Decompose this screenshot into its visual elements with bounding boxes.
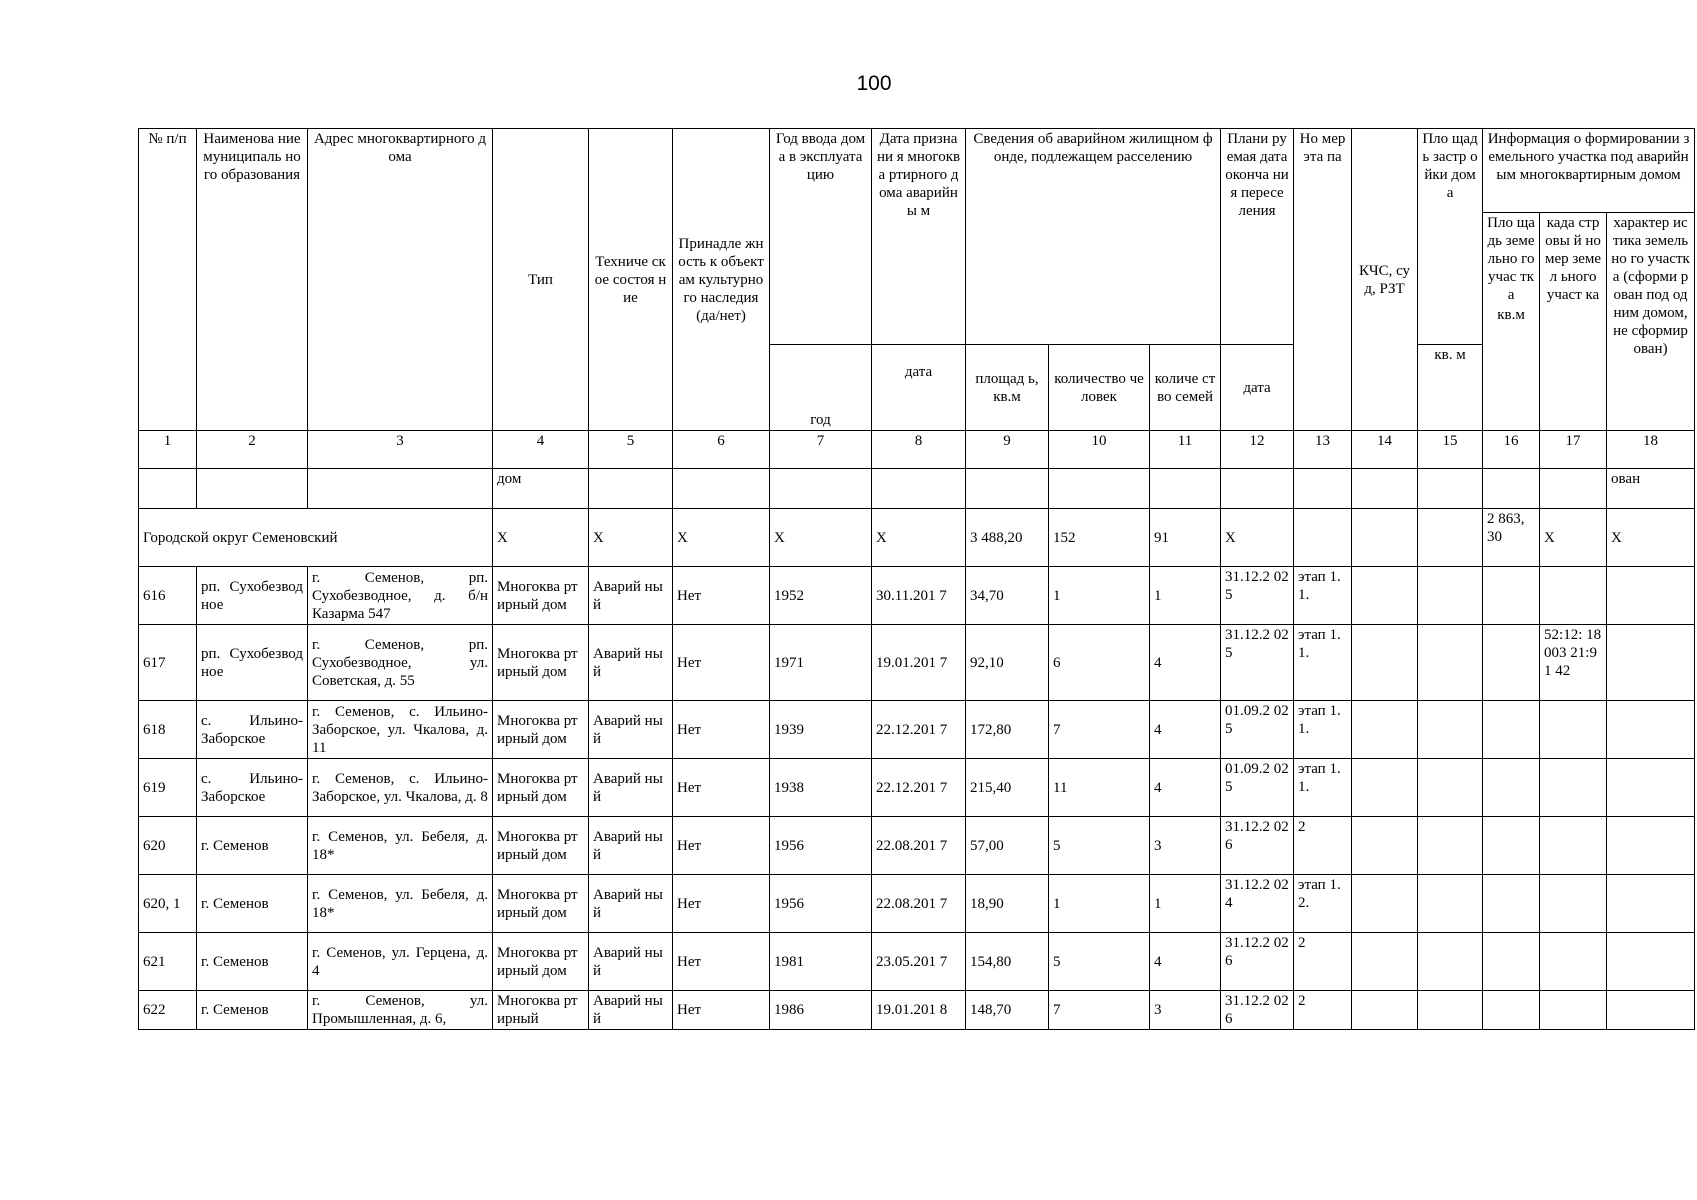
header-land-info: Информация о формировании земельного участка под аварийным многоквартирным домом <box>1483 129 1695 213</box>
spill-type: дом <box>493 469 589 509</box>
summary-character: Х <box>1607 509 1695 567</box>
row-stage: этап 1.1. <box>1294 701 1352 759</box>
row-municipality: г. Семенов <box>197 817 308 875</box>
row-plan-date: 31.12.2 025 <box>1221 567 1294 625</box>
row-area: 154,80 <box>966 933 1049 991</box>
row-character <box>1607 933 1695 991</box>
row-character <box>1607 991 1695 1030</box>
row-area: 215,40 <box>966 759 1049 817</box>
row-heritage: Нет <box>673 817 770 875</box>
header-sub-date: дата <box>872 345 966 431</box>
colnum: 16 <box>1483 431 1540 469</box>
row-built-area <box>1418 817 1483 875</box>
row-date: 23.05.201 7 <box>872 933 966 991</box>
row-cadastral <box>1540 817 1607 875</box>
row-address: г. Семенов, с. Ильино-Заборское, ул. Чкалова, д. 11 <box>308 701 493 759</box>
table-row <box>139 567 1695 625</box>
row-stage: этап 1.1. <box>1294 567 1352 625</box>
row-land-area <box>1483 875 1540 933</box>
row-stage: этап 1.1. <box>1294 759 1352 817</box>
summary-state: Х <box>589 509 673 567</box>
row-land-area <box>1483 567 1540 625</box>
row-families: 1 <box>1150 875 1221 933</box>
header-num: № п/п <box>139 129 197 431</box>
spill-row <box>139 469 1695 509</box>
summary-heritage: Х <box>673 509 770 567</box>
row-num: 622 <box>139 991 197 1030</box>
row-year: 1939 <box>770 701 872 759</box>
row-land-area <box>1483 933 1540 991</box>
row-people: 1 <box>1049 875 1150 933</box>
row-built-area <box>1418 759 1483 817</box>
row-type: Многоква ртирный дом <box>493 759 589 817</box>
row-families: 4 <box>1150 759 1221 817</box>
row-land-area <box>1483 817 1540 875</box>
header-land-area-label: Пло щадь земе льно го учас тка <box>1487 215 1535 303</box>
row-num: 616 <box>139 567 197 625</box>
row-municipality: с. Ильино-Заборское <box>197 701 308 759</box>
row-families: 4 <box>1150 625 1221 701</box>
row-people: 6 <box>1049 625 1150 701</box>
table-row <box>139 625 1695 701</box>
row-municipality: рп. Сухобезвод ное <box>197 567 308 625</box>
table-header <box>139 129 1695 469</box>
summary-cadastral: Х <box>1540 509 1607 567</box>
row-municipality: г. Семенов <box>197 875 308 933</box>
summary-type: Х <box>493 509 589 567</box>
row-kchs <box>1352 991 1418 1030</box>
row-state: Аварий ный <box>589 625 673 701</box>
row-people: 1 <box>1049 567 1150 625</box>
header-land-area <box>1483 213 1540 431</box>
row-num: 617 <box>139 625 197 701</box>
row-year: 1952 <box>770 567 872 625</box>
row-state: Аварий ный <box>589 991 673 1030</box>
row-built-area <box>1418 991 1483 1030</box>
emergency-housing-table <box>138 128 1695 1030</box>
row-kchs <box>1352 875 1418 933</box>
row-year: 1956 <box>770 817 872 875</box>
row-families: 4 <box>1150 701 1221 759</box>
row-num: 619 <box>139 759 197 817</box>
row-built-area <box>1418 933 1483 991</box>
colnum: 8 <box>872 431 966 469</box>
row-people: 5 <box>1049 933 1150 991</box>
table-row <box>139 817 1695 875</box>
header-built-area: Пло щадь застр ойки дома <box>1418 129 1483 345</box>
row-year: 1938 <box>770 759 872 817</box>
row-address: г. Семенов, с. Ильино-Заборское, ул. Чкалова, д. 8 <box>308 759 493 817</box>
data-rows <box>139 567 1695 1030</box>
header-stage-num: Но мер эта па <box>1294 129 1352 431</box>
row-people: 7 <box>1049 701 1150 759</box>
row-num: 620, 1 <box>139 875 197 933</box>
row-built-area <box>1418 567 1483 625</box>
row-stage: этап 1.2. <box>1294 875 1352 933</box>
row-kchs <box>1352 759 1418 817</box>
row-character <box>1607 567 1695 625</box>
header-sub-year: год <box>770 345 872 431</box>
row-address: г. Семенов, ул. Герцена, д. 4 <box>308 933 493 991</box>
summary-label: Городской округ Семеновский <box>139 509 493 567</box>
row-stage: 2 <box>1294 933 1352 991</box>
row-year: 1956 <box>770 875 872 933</box>
row-plan-date: 01.09.2 025 <box>1221 701 1294 759</box>
row-address: г. Семенов, рп. Сухобезводное, ул. Советская, д. 55 <box>308 625 493 701</box>
row-character <box>1607 817 1695 875</box>
row-heritage: Нет <box>673 625 770 701</box>
row-character <box>1607 759 1695 817</box>
row-cadastral <box>1540 759 1607 817</box>
colnum: 12 <box>1221 431 1294 469</box>
row-people: 11 <box>1049 759 1150 817</box>
row-plan-date: 31.12.2 024 <box>1221 875 1294 933</box>
row-kchs <box>1352 817 1418 875</box>
summary-area: 3 488,20 <box>966 509 1049 567</box>
row-character <box>1607 701 1695 759</box>
colnum: 4 <box>493 431 589 469</box>
header-recognition-date: Дата признани я многоква ртирного дома аварийны м <box>872 129 966 345</box>
row-type: Многоква ртирный дом <box>493 701 589 759</box>
summary-land-area: 2 863, 30 <box>1483 509 1540 567</box>
header-housing-info: Сведения об аварийном жилищном фонде, подлежащем расселению <box>966 129 1221 345</box>
colnum: 3 <box>308 431 493 469</box>
row-state: Аварий ный <box>589 817 673 875</box>
row-people: 5 <box>1049 817 1150 875</box>
row-heritage: Нет <box>673 567 770 625</box>
row-type: Многоква ртирный дом <box>493 933 589 991</box>
row-area: 148,70 <box>966 991 1049 1030</box>
row-heritage: Нет <box>673 875 770 933</box>
row-stage: 2 <box>1294 991 1352 1030</box>
row-land-area <box>1483 759 1540 817</box>
row-cadastral <box>1540 875 1607 933</box>
summary-families: 91 <box>1150 509 1221 567</box>
row-address: г. Семенов, рп. Сухобезводное, д. б/н Казарма 547 <box>308 567 493 625</box>
row-cadastral <box>1540 991 1607 1030</box>
row-state: Аварий ный <box>589 759 673 817</box>
row-families: 1 <box>1150 567 1221 625</box>
row-address: г. Семенов, ул. Промышленная, д. 6, <box>308 991 493 1030</box>
colnum: 2 <box>197 431 308 469</box>
header-unit-built: кв. м <box>1418 345 1483 431</box>
row-heritage: Нет <box>673 701 770 759</box>
row-type: Многоква ртирный дом <box>493 625 589 701</box>
row-state: Аварий ный <box>589 567 673 625</box>
summary-row <box>139 509 1695 567</box>
row-year: 1986 <box>770 991 872 1030</box>
row-families: 4 <box>1150 933 1221 991</box>
row-state: Аварий ный <box>589 875 673 933</box>
row-municipality: г. Семенов <box>197 991 308 1030</box>
row-type: Многоква ртирный дом <box>493 875 589 933</box>
row-date: 19.01.201 8 <box>872 991 966 1030</box>
header-sub-plan-date: дата <box>1221 345 1294 431</box>
header-cadastral: када стровы й номер земел ьного участ ка <box>1540 213 1607 431</box>
row-kchs <box>1352 701 1418 759</box>
header-year-built: Год ввода дома в эксплуата цию <box>770 129 872 345</box>
header-sub-area: площад ь, кв.м <box>966 345 1049 431</box>
row-heritage: Нет <box>673 991 770 1030</box>
row-stage: этап 1.1. <box>1294 625 1352 701</box>
table-row <box>139 875 1695 933</box>
row-built-area <box>1418 701 1483 759</box>
header-sub-people: количество человек <box>1049 345 1150 431</box>
row-state: Аварий ный <box>589 933 673 991</box>
summary-year: Х <box>770 509 872 567</box>
row-date: 30.11.201 7 <box>872 567 966 625</box>
row-num: 621 <box>139 933 197 991</box>
row-num: 618 <box>139 701 197 759</box>
colnum: 18 <box>1607 431 1695 469</box>
row-date: 22.08.201 7 <box>872 817 966 875</box>
row-year: 1971 <box>770 625 872 701</box>
colnum: 9 <box>966 431 1049 469</box>
row-address: г. Семенов, ул. Бебеля, д. 18* <box>308 817 493 875</box>
row-plan-date: 01.09.2 025 <box>1221 759 1294 817</box>
row-area: 92,10 <box>966 625 1049 701</box>
colnum: 14 <box>1352 431 1418 469</box>
row-year: 1981 <box>770 933 872 991</box>
colnum: 5 <box>589 431 673 469</box>
row-kchs <box>1352 625 1418 701</box>
row-heritage: Нет <box>673 933 770 991</box>
row-municipality: рп. Сухобезвод ное <box>197 625 308 701</box>
row-municipality: с. Ильино-Заборское <box>197 759 308 817</box>
colnum: 7 <box>770 431 872 469</box>
row-area: 57,00 <box>966 817 1049 875</box>
spill-character: ован <box>1607 469 1695 509</box>
row-type: Многоква ртирный дом <box>493 567 589 625</box>
colnum: 17 <box>1540 431 1607 469</box>
row-people: 7 <box>1049 991 1150 1030</box>
header-land-area-unit: кв.м <box>1497 307 1525 323</box>
row-plan-date: 31.12.2 026 <box>1221 991 1294 1030</box>
row-kchs <box>1352 567 1418 625</box>
row-type: Многоква ртирный <box>493 991 589 1030</box>
table-row <box>139 933 1695 991</box>
summary-people: 152 <box>1049 509 1150 567</box>
row-stage: 2 <box>1294 817 1352 875</box>
summary-date: Х <box>872 509 966 567</box>
table-row <box>139 759 1695 817</box>
row-heritage: Нет <box>673 759 770 817</box>
spill-row-body <box>139 469 1695 567</box>
row-cadastral <box>1540 567 1607 625</box>
row-kchs <box>1352 933 1418 991</box>
row-built-area <box>1418 625 1483 701</box>
row-area: 172,80 <box>966 701 1049 759</box>
row-land-area <box>1483 625 1540 701</box>
row-date: 22.08.201 7 <box>872 875 966 933</box>
row-date: 22.12.201 7 <box>872 759 966 817</box>
table-row <box>139 701 1695 759</box>
header-sub-families: количе ство семей <box>1150 345 1221 431</box>
row-plan-date: 31.12.2 025 <box>1221 625 1294 701</box>
page-number: 100 <box>856 72 892 95</box>
header-municipality: Наименова ние муниципаль ного образования <box>197 129 308 431</box>
row-character <box>1607 875 1695 933</box>
row-families: 3 <box>1150 817 1221 875</box>
colnum: 6 <box>673 431 770 469</box>
summary-plan-date: Х <box>1221 509 1294 567</box>
row-land-area <box>1483 991 1540 1030</box>
header-kchs: КЧС, суд, РЗТ <box>1352 129 1418 431</box>
row-families: 3 <box>1150 991 1221 1030</box>
colnum: 1 <box>139 431 197 469</box>
colnum: 10 <box>1049 431 1150 469</box>
row-state: Аварий ный <box>589 701 673 759</box>
header-tech-state: Техниче ское состоя ние <box>589 129 673 431</box>
table-row <box>139 991 1695 1030</box>
row-plan-date: 31.12.2 026 <box>1221 817 1294 875</box>
header-heritage: Принадле жность к объектам культурно го наследия (да/нет) <box>673 129 770 431</box>
row-built-area <box>1418 875 1483 933</box>
row-area: 18,90 <box>966 875 1049 933</box>
row-num: 620 <box>139 817 197 875</box>
row-area: 34,70 <box>966 567 1049 625</box>
row-land-area <box>1483 701 1540 759</box>
row-plan-date: 31.12.2 026 <box>1221 933 1294 991</box>
row-municipality: г. Семенов <box>197 933 308 991</box>
header-planned-date: Плани руемая дата оконча ния пересе ления <box>1221 129 1294 345</box>
colnum: 13 <box>1294 431 1352 469</box>
row-cadastral: 52:12: 18003 21:91 42 <box>1540 625 1607 701</box>
colnum: 11 <box>1150 431 1221 469</box>
row-date: 19.01.201 7 <box>872 625 966 701</box>
header-address: Адрес многоквартирного дома <box>308 129 493 431</box>
row-address: г. Семенов, ул. Бебеля, д. 18* <box>308 875 493 933</box>
row-character <box>1607 625 1695 701</box>
row-cadastral <box>1540 933 1607 991</box>
row-type: Многоква ртирный дом <box>493 817 589 875</box>
colnum: 15 <box>1418 431 1483 469</box>
row-date: 22.12.201 7 <box>872 701 966 759</box>
header-land-character: характер истика земельно го участка (сформи рован под одним домом, не сформир ован) <box>1607 213 1695 431</box>
row-cadastral <box>1540 701 1607 759</box>
header-type: Тип <box>493 129 589 431</box>
